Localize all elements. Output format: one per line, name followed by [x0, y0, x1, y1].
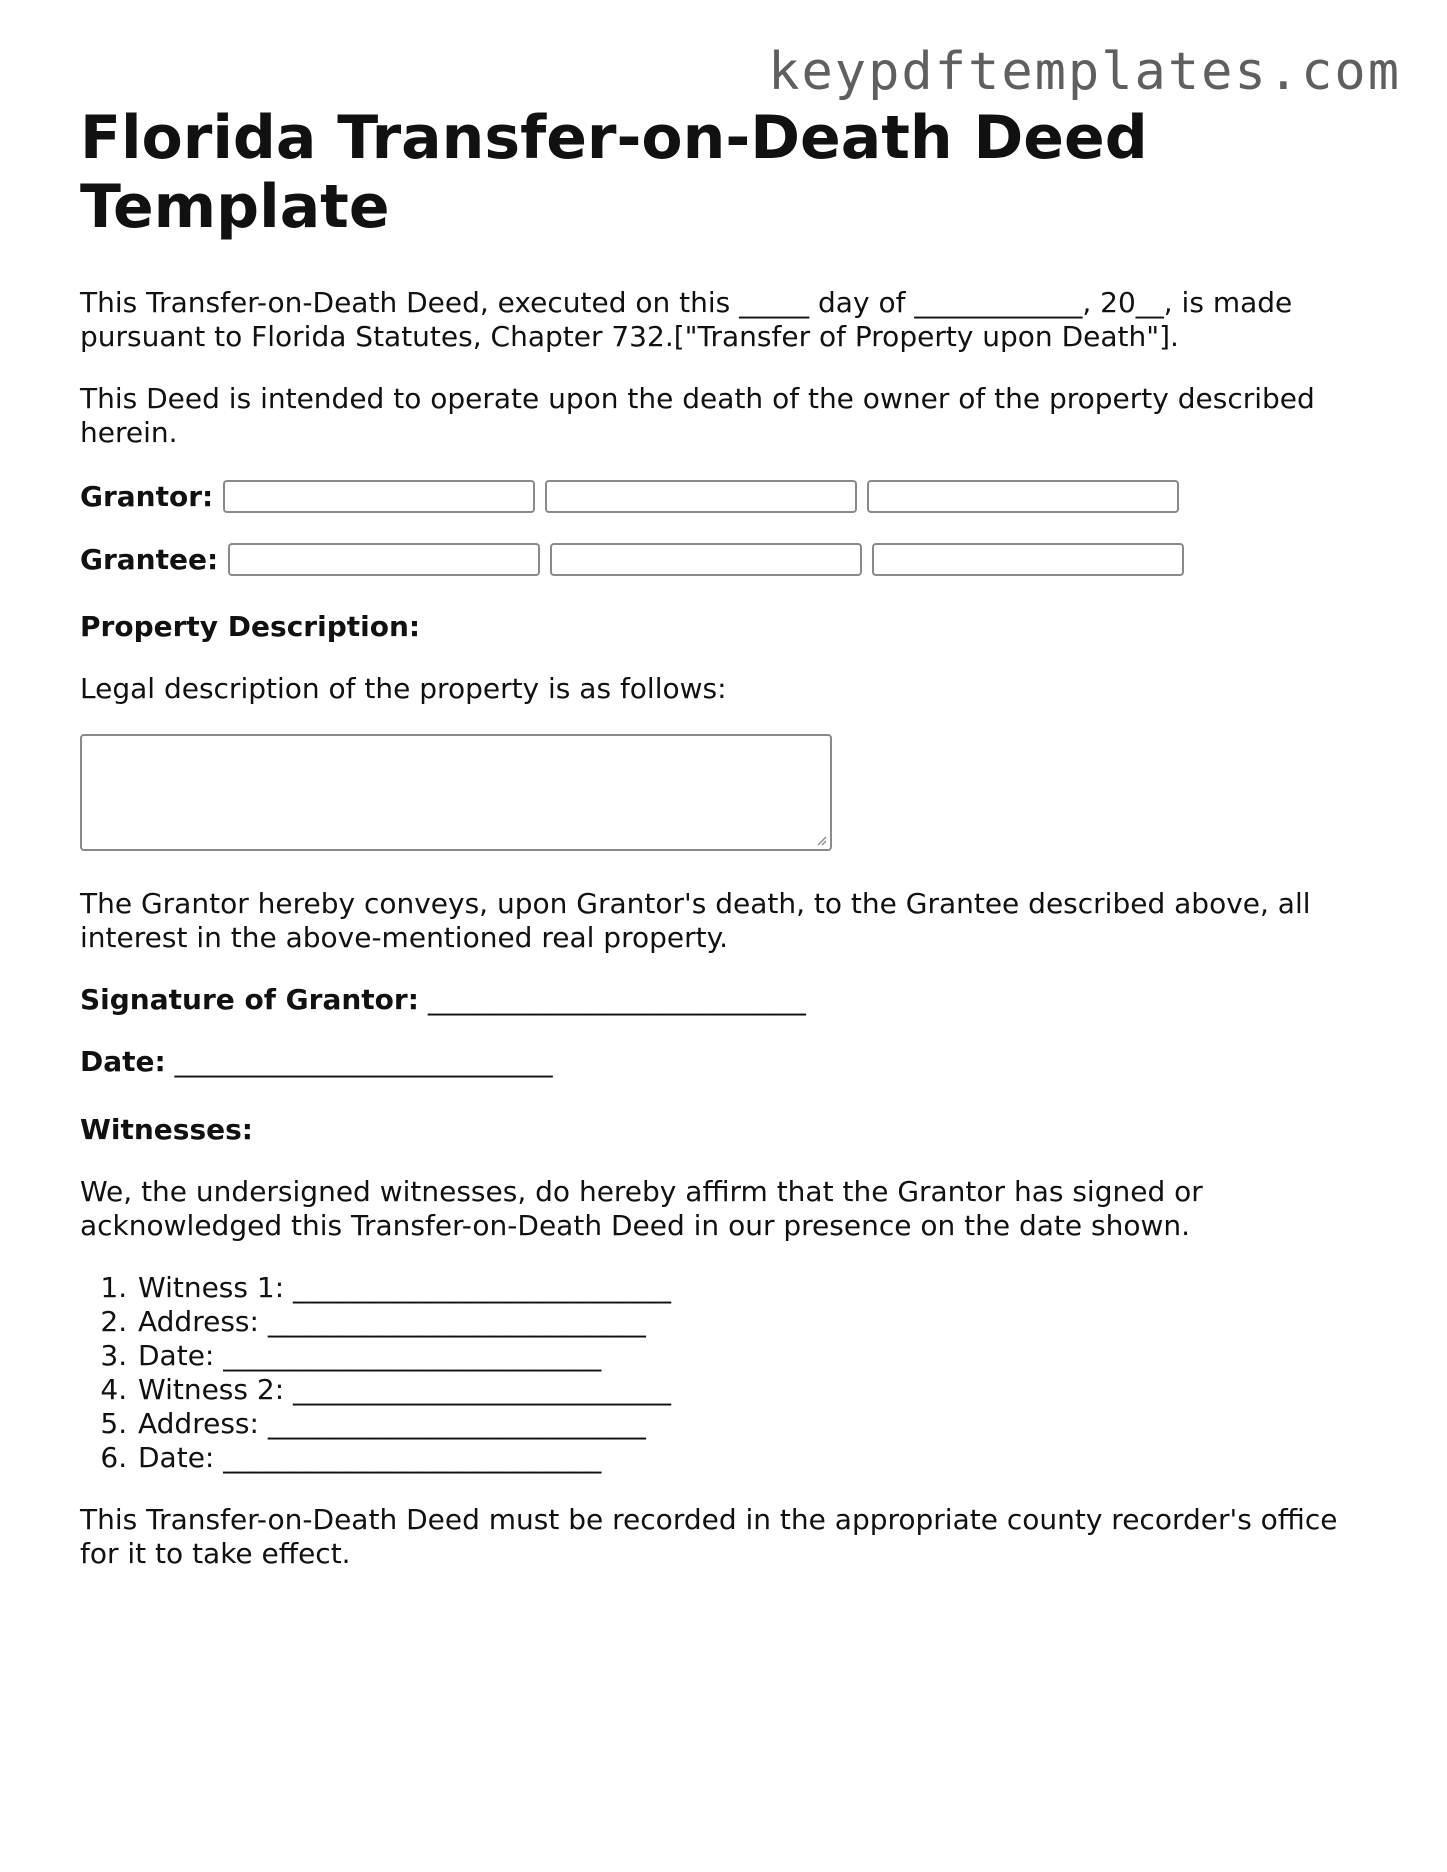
page-title: Florida Transfer-on-Death Deed Template [80, 103, 1148, 242]
signature-blank: ___________________________ [427, 983, 806, 1016]
grantee-field-2[interactable] [550, 543, 862, 576]
property-description-heading: Property Description: [80, 610, 421, 643]
signature-label: Signature of Grantor: [80, 983, 419, 1016]
grantee-field-3[interactable] [872, 543, 1184, 576]
witnesses-intro: We, the undersigned witnesses, do hereby affirm that the Grantor has signed or acknowledged this Transfer-on-Death Deed in our presence on the date shown. [80, 1175, 1203, 1242]
grantor-field-3[interactable] [867, 480, 1179, 513]
witness-list [80, 1271, 1380, 1475]
intro-paragraph: This Transfer-on-Death Deed, executed on this _____ day of ____________, 20__, is made pursuant to Florida Statutes, Chapter 732.["Transfer of Property upon Death"]. [80, 286, 1293, 353]
date-line [80, 1045, 1380, 1079]
list-item: 2. Address: ___________________________ [136, 1305, 1380, 1339]
grantor-field-2[interactable] [545, 480, 857, 513]
grantee-label: Grantee: [80, 543, 219, 576]
recording-paragraph: This Transfer-on-Death Deed must be recorded in the appropriate county recorder's office for it to take effect. [80, 1503, 1338, 1570]
grantor-label: Grantor: [80, 480, 214, 513]
document [80, 104, 1380, 1571]
list-item: 1. Witness 1: ___________________________ [136, 1271, 1380, 1305]
list-item: 6. Date: ___________________________ [136, 1441, 1380, 1475]
date-blank: ___________________________ [174, 1045, 553, 1078]
grantor-field-1[interactable] [223, 480, 535, 513]
operate-paragraph: This Deed is intended to operate upon the death of the owner of the property described herein. [80, 382, 1315, 449]
signature-line [80, 983, 1380, 1017]
legal-description-intro: Legal description of the property is as follows: [80, 672, 727, 705]
date-label: Date: [80, 1045, 166, 1078]
witnesses-heading: Witnesses: [80, 1113, 253, 1146]
grantee-field-1[interactable] [228, 543, 540, 576]
watermark: keypdftemplates.com [768, 42, 1401, 102]
grantee-row [80, 543, 1380, 576]
list-item: 4. Witness 2: ___________________________ [136, 1373, 1380, 1407]
grantor-row [80, 480, 1380, 513]
resize-handle-icon[interactable] [815, 834, 827, 846]
convey-paragraph: The Grantor hereby conveys, upon Grantor's death, to the Grantee described above, all interest in the above-mentioned real property. [80, 887, 1311, 954]
list-item: 5. Address: ___________________________ [136, 1407, 1380, 1441]
legal-description-textarea[interactable] [80, 734, 832, 851]
list-item: 3. Date: ___________________________ [136, 1339, 1380, 1373]
